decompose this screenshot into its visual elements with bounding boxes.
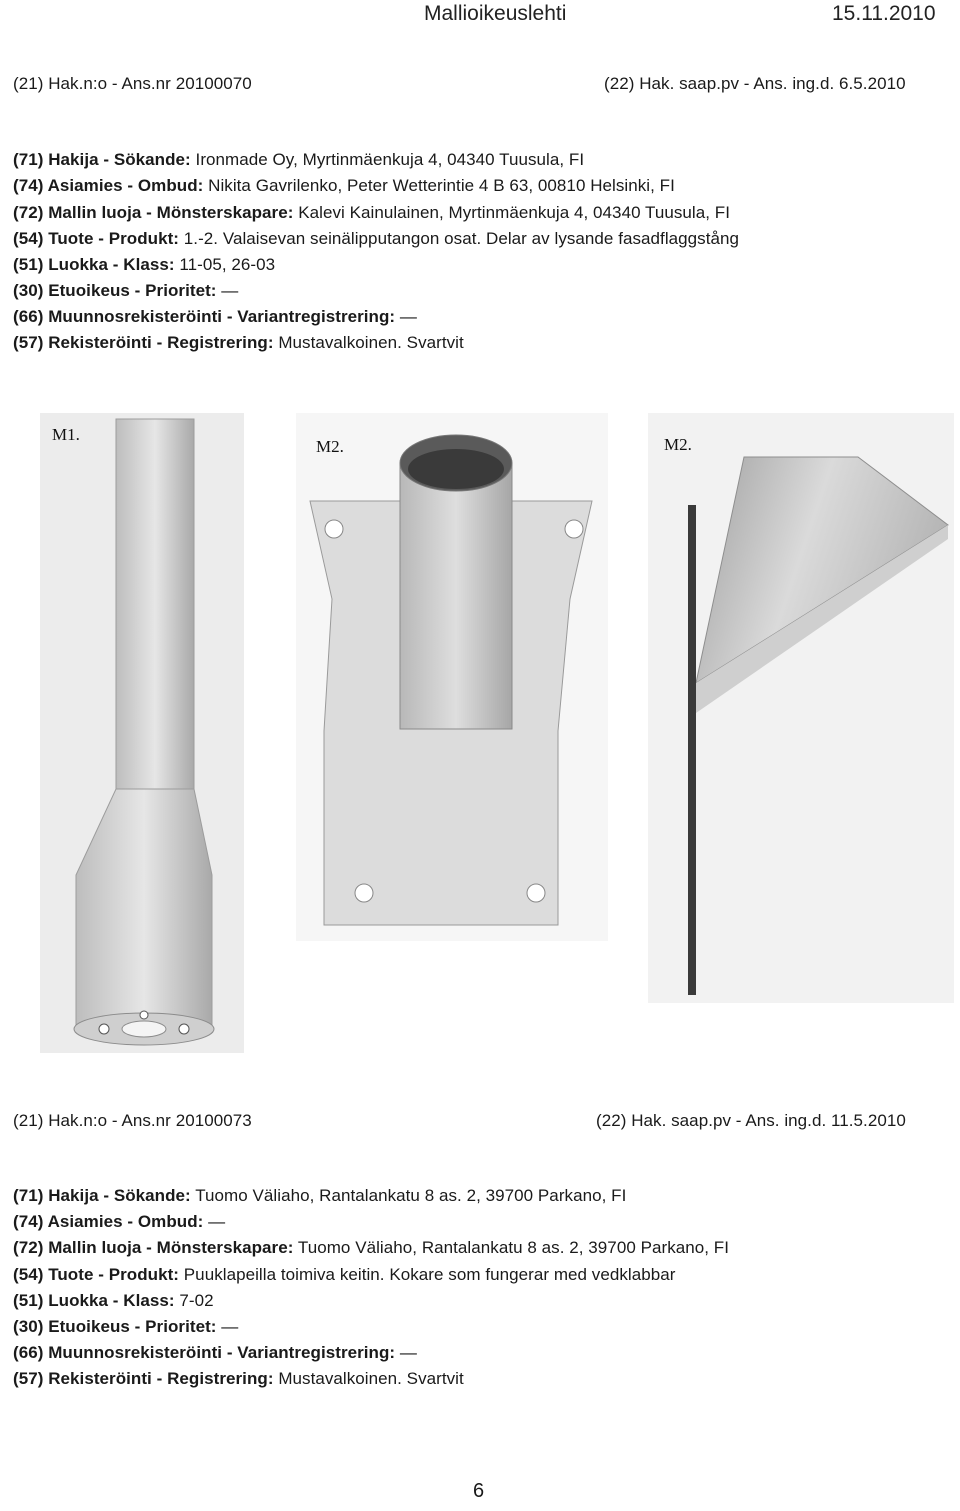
- figure-m1-label: M1.: [52, 425, 80, 444]
- entry2-field-registration: (57) Rekisteröinti - Registrering: Mustavalkoinen. Svartvit: [13, 1369, 464, 1388]
- entry2-application-number: (21) Hak.n:o - Ans.nr 20100073: [13, 1111, 252, 1130]
- figure-m2-front: [296, 413, 608, 941]
- entry1-field-priority: (30) Etuoikeus - Prioritet: —: [13, 281, 239, 300]
- publication-title: Mallioikeuslehti: [424, 2, 567, 25]
- entry2-field-class: (51) Luokka - Klass: 7-02: [13, 1291, 214, 1310]
- entry1-filing-date: (22) Hak. saap.pv - Ans. ing.d. 6.5.2010: [604, 74, 906, 93]
- entry2-field-agent: (74) Asiamies - Ombud: —: [13, 1212, 226, 1231]
- figure-m2-side-drawing: [648, 413, 954, 1003]
- entry2-field-applicant: (71) Hakija - Sökande: Tuomo Väliaho, Rantalankatu 8 as. 2, 39700 Parkano, FI: [13, 1186, 627, 1205]
- entry2-field-variant: (66) Muunnosrekisteröinti - Variantregistrering: —: [13, 1343, 417, 1362]
- figure-m1-drawing: [40, 413, 244, 1053]
- entry1-field-variant: (66) Muunnosrekisteröinti - Variantregistrering: —: [13, 307, 417, 326]
- entry2-field-product: (54) Tuote - Produkt: Puuklapeilla toimiva keitin. Kokare som fungerar med vedklabbar: [13, 1265, 676, 1284]
- publication-date: 15.11.2010: [832, 2, 936, 25]
- figure-m2-front-drawing: [296, 413, 608, 941]
- figure-m1: [40, 413, 244, 1053]
- entry1-field-applicant: (71) Hakija - Sökande: Ironmade Oy, Myrtinmäenkuja 4, 04340 Tuusula, FI: [13, 150, 585, 169]
- page-number: 6: [473, 1480, 485, 1502]
- entry2-field-designer: (72) Mallin luoja - Mönsterskapare: Tuomo Väliaho, Rantalankatu 8 as. 2, 39700 Parkano, FI: [13, 1238, 730, 1257]
- figure-m2-side: [648, 413, 954, 1003]
- figure-m2-front-label: M2.: [316, 437, 344, 456]
- entry1-field-class: (51) Luokka - Klass: 11-05, 26-03: [13, 255, 276, 274]
- entry2-filing-date: (22) Hak. saap.pv - Ans. ing.d. 11.5.2010: [596, 1111, 906, 1130]
- entry1-field-registration: (57) Rekisteröinti - Registrering: Mustavalkoinen. Svartvit: [13, 333, 464, 352]
- entry1-field-agent: (74) Asiamies - Ombud: Nikita Gavrilenko, Peter Wetterintie 4 B 63, 00810 Helsinki, FI: [13, 176, 675, 195]
- entry2-field-priority: (30) Etuoikeus - Prioritet: —: [13, 1317, 239, 1336]
- entry1-field-designer: (72) Mallin luoja - Mönsterskapare: Kalevi Kainulainen, Myrtinmäenkuja 4, 04340 Tuusula, FI: [13, 203, 730, 222]
- figure-m2-side-label: M2.: [664, 435, 692, 454]
- entry1-field-product: (54) Tuote - Produkt: 1.-2. Valaisevan seinälipputangon osat. Delar av lysande fasadflaggstång: [13, 229, 739, 248]
- entry1-application-number: (21) Hak.n:o - Ans.nr 20100070: [13, 74, 252, 93]
